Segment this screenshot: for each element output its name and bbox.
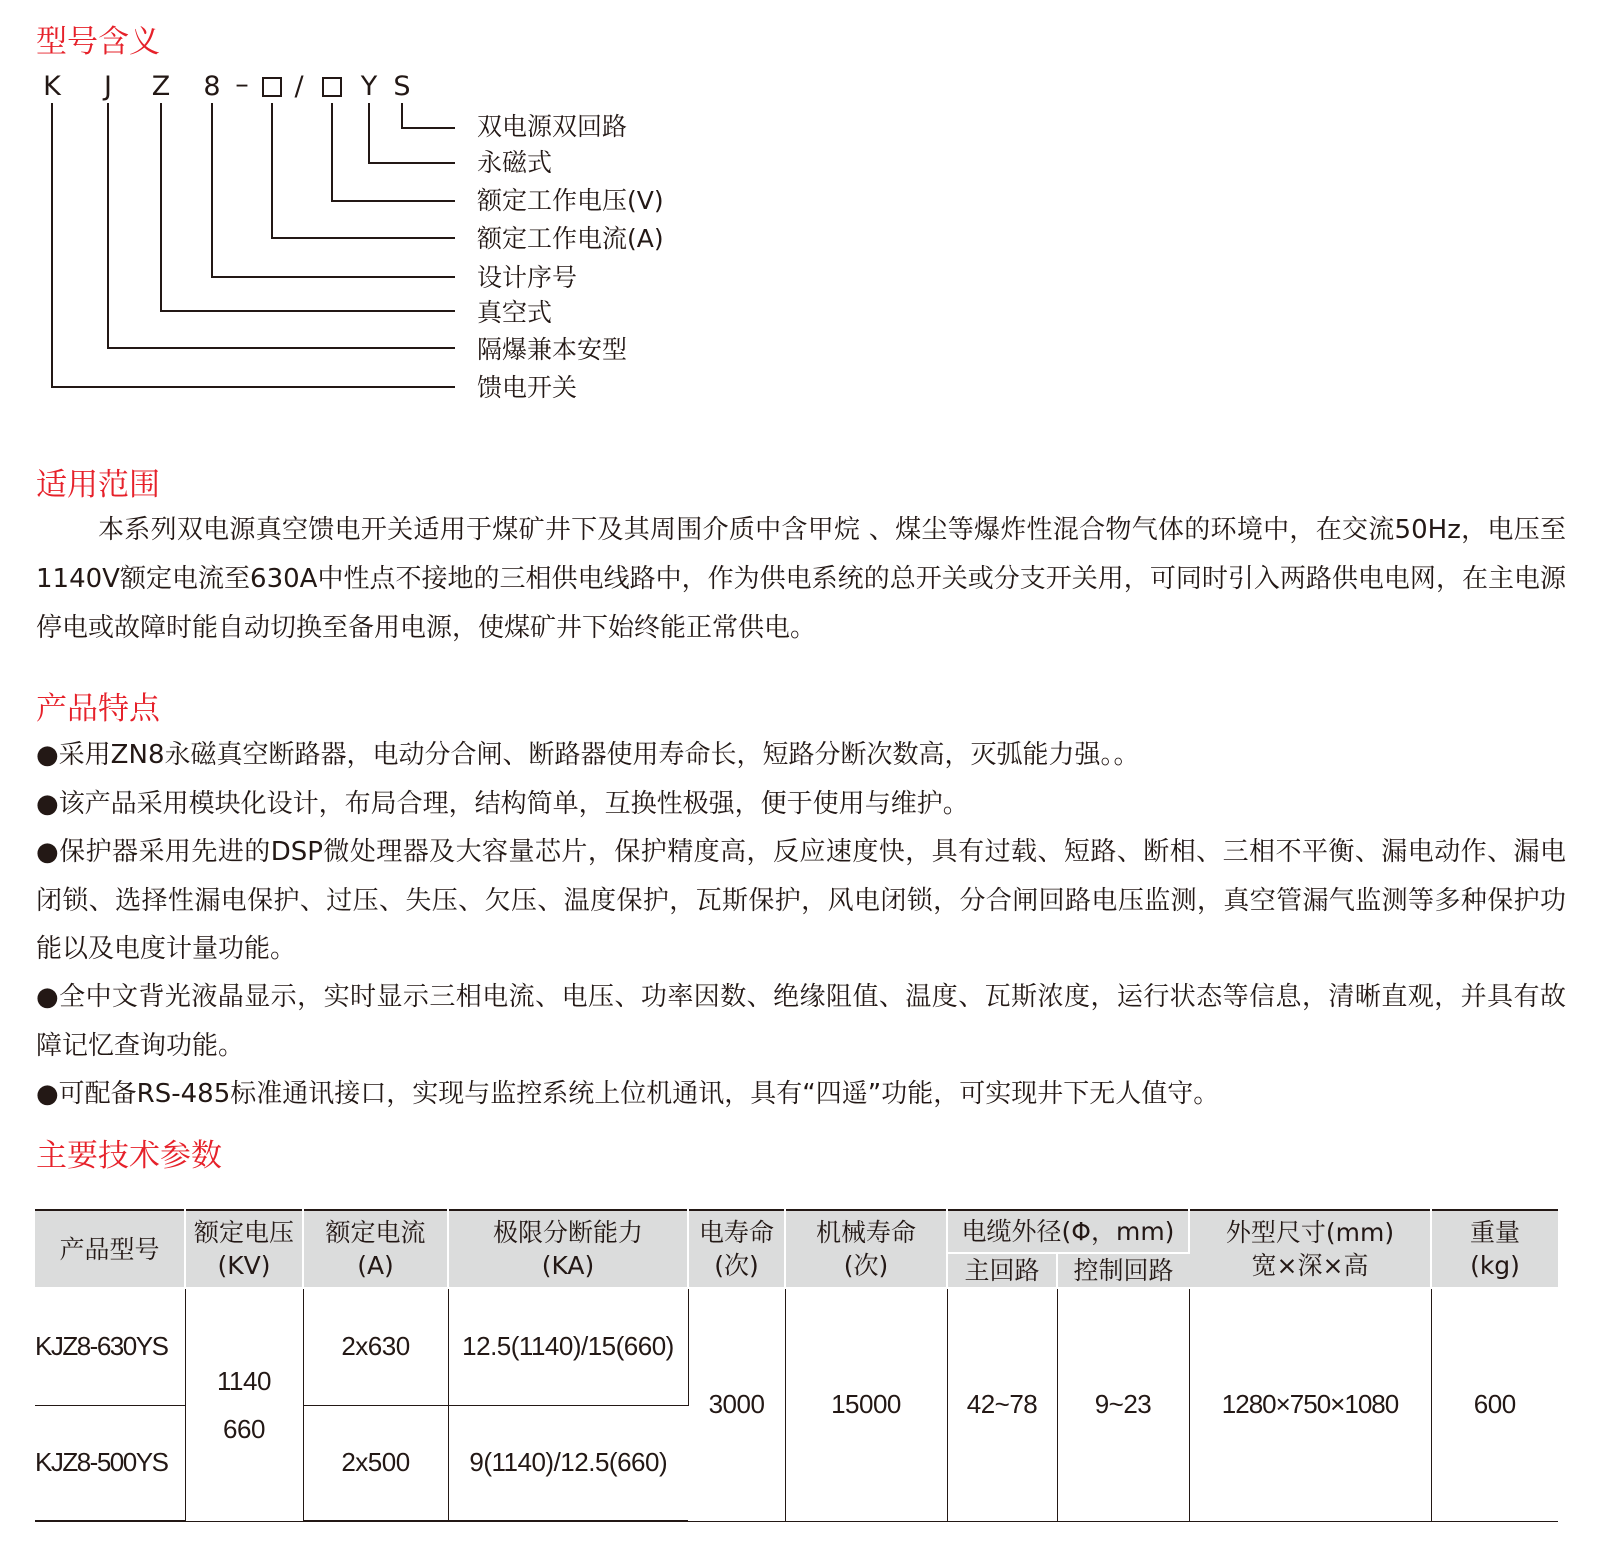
- section-title-params: 主要技术参数: [36, 1138, 222, 1174]
- table-row: [35, 1288, 1558, 1405]
- header-breaking-line2: (KA): [541, 1251, 595, 1280]
- code-char-k: K: [43, 71, 61, 102]
- header-model: 产品型号: [35, 1210, 185, 1288]
- code-char-y: Y: [360, 71, 378, 102]
- header-dims-line2: 宽×深×高: [1251, 1251, 1369, 1280]
- header-voltage: [185, 1210, 303, 1288]
- connector-k: [52, 103, 455, 387]
- header-breaking-line1: 极限分断能力: [492, 1218, 643, 1247]
- header-dims-line1: 外型尺寸(mm): [1225, 1218, 1395, 1247]
- header-voltage-line2: (KV): [217, 1251, 271, 1280]
- code-char-s: S: [393, 71, 411, 102]
- cell-model: KJZ8-630YS: [35, 1288, 185, 1405]
- header-mech-life-line2: (次): [843, 1251, 889, 1280]
- header-elec-life-line2: (次): [714, 1251, 759, 1280]
- header-current: [303, 1210, 448, 1288]
- feature-item-5: ●可配备RS-485标准通讯接口，实现与监控系统上位机通讯，具有“四遥”功能，可实现井下无人值守。: [36, 1079, 1220, 1109]
- section-title-scope: 适用范围: [36, 467, 160, 503]
- header-breaking: [448, 1210, 688, 1288]
- cell-voltage-1140: 1140: [217, 1365, 271, 1396]
- connector-s: [402, 103, 455, 128]
- cell-model: KJZ8-500YS: [35, 1405, 185, 1521]
- code-char-dash: –: [235, 69, 249, 100]
- code-char-slash: /: [294, 71, 304, 102]
- cell-elec-life: 3000: [688, 1288, 785, 1521]
- code-char-8: 8: [203, 71, 221, 102]
- cell-cable-ctrl: 9~23: [1057, 1288, 1189, 1521]
- model-code-connector-lines: [0, 0, 470, 410]
- header-weight: [1431, 1210, 1558, 1288]
- section-title-model-meaning: 型号含义: [36, 24, 160, 60]
- connector-z: [161, 103, 455, 311]
- feature-item-1: ●采用ZN8永磁真空断路器，电动分合闸、断路器使用寿命长，短路分断次数高，灭弧能力强。。: [36, 740, 1140, 770]
- feature-item-4: ●全中文背光液晶显示，实时显示三相电流、电压、功率因数、绝缘阻值、温度、瓦斯浓度，运行状态等信息，清晰直观，并具有故障记忆查询功能。: [36, 982, 1566, 1061]
- header-current-line1: 额定电流: [325, 1218, 426, 1247]
- meaning-permanent-magnet: 永磁式: [477, 148, 553, 177]
- header-cable: 电缆外径(Φ，mm): [947, 1210, 1189, 1253]
- cell-voltage-660: 660: [223, 1413, 265, 1444]
- meaning-design-serial: 设计序号: [477, 263, 578, 292]
- header-elec-life: [688, 1210, 785, 1288]
- meaning-rated-current: 额定工作电流(A): [477, 224, 664, 253]
- cell-dims: 1280×750×1080: [1189, 1288, 1431, 1521]
- meaning-dual-source: 双电源双回路: [477, 112, 628, 141]
- header-current-line2: (A): [357, 1251, 394, 1280]
- spec-table-wrapper: [35, 1209, 1558, 1522]
- cell-breaking: 12.5(1140)/15(660): [448, 1288, 688, 1405]
- header-mech-life: [785, 1210, 947, 1288]
- connector-8: [212, 103, 455, 277]
- header-dims: [1189, 1210, 1431, 1288]
- connector-voltage: [332, 103, 455, 201]
- connector-y: [369, 103, 455, 163]
- code-char-j: J: [104, 71, 112, 102]
- meaning-feeder-switch: 馈电开关: [477, 373, 578, 402]
- meaning-vacuum: 真空式: [477, 298, 553, 327]
- section-title-features: 产品特点: [36, 691, 160, 727]
- feature-item-3: ●保护器采用先进的DSP微处理器及大容量芯片，保护精度高，反应速度快，具有过载、短路、断相、三相不平衡、漏电动作、漏电闭锁、选择性漏电保护、过压、失压、欠压、温度保护，瓦斯保护，风电闭锁，分合闸回路电压监测，真空管漏气监测等多种保护功能以及电度计量功能。: [36, 837, 1566, 964]
- cell-mech-life: 15000: [785, 1288, 947, 1521]
- scope-paragraph: 本系列双电源真空馈电开关适用于煤矿井下及其周围介质中含甲烷 、煤尘等爆炸性混合物气体的环境中，在交流50Hz，电压至1140V额定电流至630A中性点不接地的三相供电线路中，作为供电系统的总开关或分支开关用，可同时引入两路供电电网，在主电源停电或故障时能自动切换至备用电源，使煤矿井下始终能正常供电。: [36, 515, 1566, 643]
- cell-breaking: 9(1140)/12.5(660): [448, 1405, 688, 1521]
- code-char-z: Z: [151, 71, 171, 102]
- spec-table: [35, 1209, 1558, 1522]
- header-cable-ctrl: 控制回路: [1057, 1253, 1189, 1288]
- cell-weight: 600: [1431, 1288, 1558, 1521]
- header-weight-line2: (kg): [1470, 1251, 1520, 1280]
- cell-voltage: [185, 1288, 303, 1521]
- spec-table-body: [35, 1288, 1558, 1521]
- spec-table-header: [35, 1210, 1558, 1288]
- cell-current: 2x630: [303, 1288, 448, 1405]
- header-elec-life-line1: 电寿命: [698, 1218, 774, 1247]
- header-voltage-line1: 额定电压: [193, 1218, 294, 1247]
- header-cable-main: 主回路: [947, 1253, 1057, 1288]
- feature-item-2: ●该产品采用模块化设计，布局合理，结构简单，互换性极强，便于使用与维护。: [36, 789, 969, 819]
- header-weight-line1: 重量: [1469, 1218, 1520, 1247]
- meaning-flameproof: 隔爆兼本安型: [477, 335, 628, 364]
- meaning-rated-voltage: 额定工作电压(V): [477, 186, 664, 215]
- connector-current: [272, 103, 455, 238]
- cell-current: 2x500: [303, 1405, 448, 1521]
- header-mech-life-line1: 机械寿命: [815, 1218, 916, 1247]
- cell-cable-main: 42~78: [947, 1288, 1057, 1521]
